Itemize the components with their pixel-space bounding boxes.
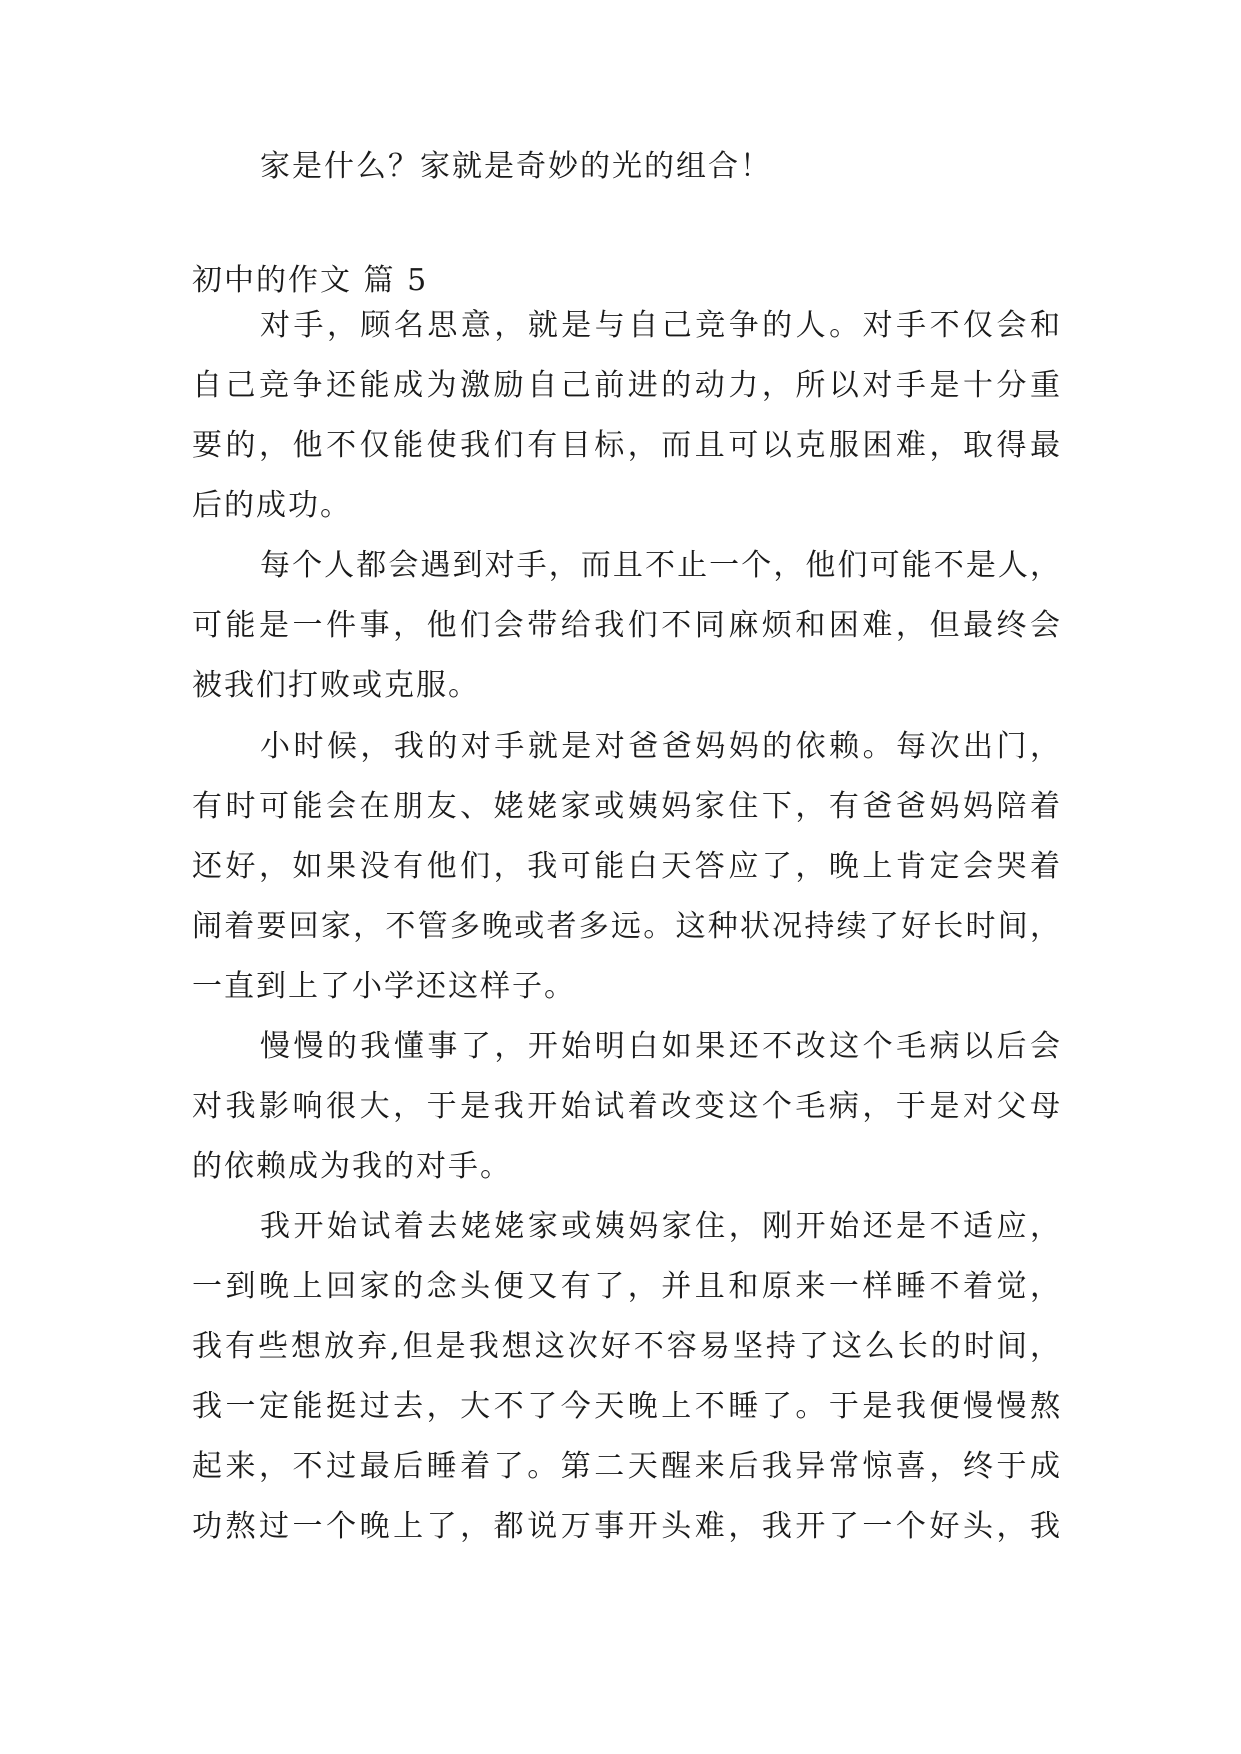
paragraph-line: 一到晚上回家的念头便又有了，并且和原来一样睡不着觉，: [192, 1269, 1062, 1304]
paragraph-line: 对手，顾名思意，就是与自己竞争的人。对手不仅会和: [260, 308, 1062, 343]
paragraph-3: [192, 717, 1062, 1017]
paragraph-line: 被我们打败或克服。: [192, 668, 480, 703]
paragraph-line: 要的，他不仅能使我们有目标，而且可以克服困难，取得最: [192, 428, 1062, 463]
paragraph-line: 对我影响很大，于是我开始试着改变这个毛病，于是对父母: [192, 1089, 1062, 1124]
paragraph-line: 有时可能会在朋友、姥姥家或姨妈家住下，有爸爸妈妈陪着: [192, 789, 1062, 824]
paragraph-line: 的依赖成为我的对手。: [192, 1149, 512, 1184]
paragraph-line: 功熬过一个晚上了，都说万事开头难，我开了一个好头，我: [192, 1509, 1062, 1544]
paragraph-line: 慢慢的我懂事了，开始明白如果还不改这个毛病以后会: [260, 1029, 1062, 1064]
paragraph-5: [192, 1197, 1062, 1557]
section-heading: 初中的作文 篇 5: [192, 263, 429, 298]
paragraph-2: [192, 536, 1062, 716]
paragraph-line: 后的成功。: [192, 488, 352, 523]
paragraph-line: 我开始试着去姥姥家或姨妈家住，刚开始还是不适应，: [260, 1209, 1062, 1244]
paragraph-line: 我有些想放弃,但是我想这次好不容易坚持了这么长的时间，: [192, 1329, 1062, 1364]
paragraph-line: 自己竞争还能成为激励自己前进的动力，所以对手是十分重: [192, 368, 1062, 403]
paragraph-line: 闹着要回家，不管多晚或者多远。这种状况持续了好长时间，: [192, 909, 1062, 944]
paragraph-line: 起来，不过最后睡着了。第二天醒来后我异常惊喜，终于成: [192, 1449, 1062, 1484]
paragraph-1: [192, 296, 1062, 536]
closing-line: 家是什么？家就是奇妙的光的组合！: [260, 149, 772, 184]
paragraph-line: 每个人都会遇到对手，而且不止一个，他们可能不是人，: [260, 548, 1062, 583]
closing-paragraph: [192, 137, 1062, 197]
paragraph-line: 小时候，我的对手就是对爸爸妈妈的依赖。每次出门，: [260, 729, 1062, 764]
paragraph-line: 一直到上了小学还这样子。: [192, 969, 576, 1004]
paragraph-4: [192, 1017, 1062, 1197]
paragraph-line: 还好，如果没有他们，我可能白天答应了，晚上肯定会哭着: [192, 849, 1062, 884]
paragraph-line: 我一定能挺过去，大不了今天晚上不睡了。于是我便慢慢熬: [192, 1389, 1062, 1424]
paragraph-line: 可能是一件事，他们会带给我们不同麻烦和困难，但最终会: [192, 608, 1062, 643]
